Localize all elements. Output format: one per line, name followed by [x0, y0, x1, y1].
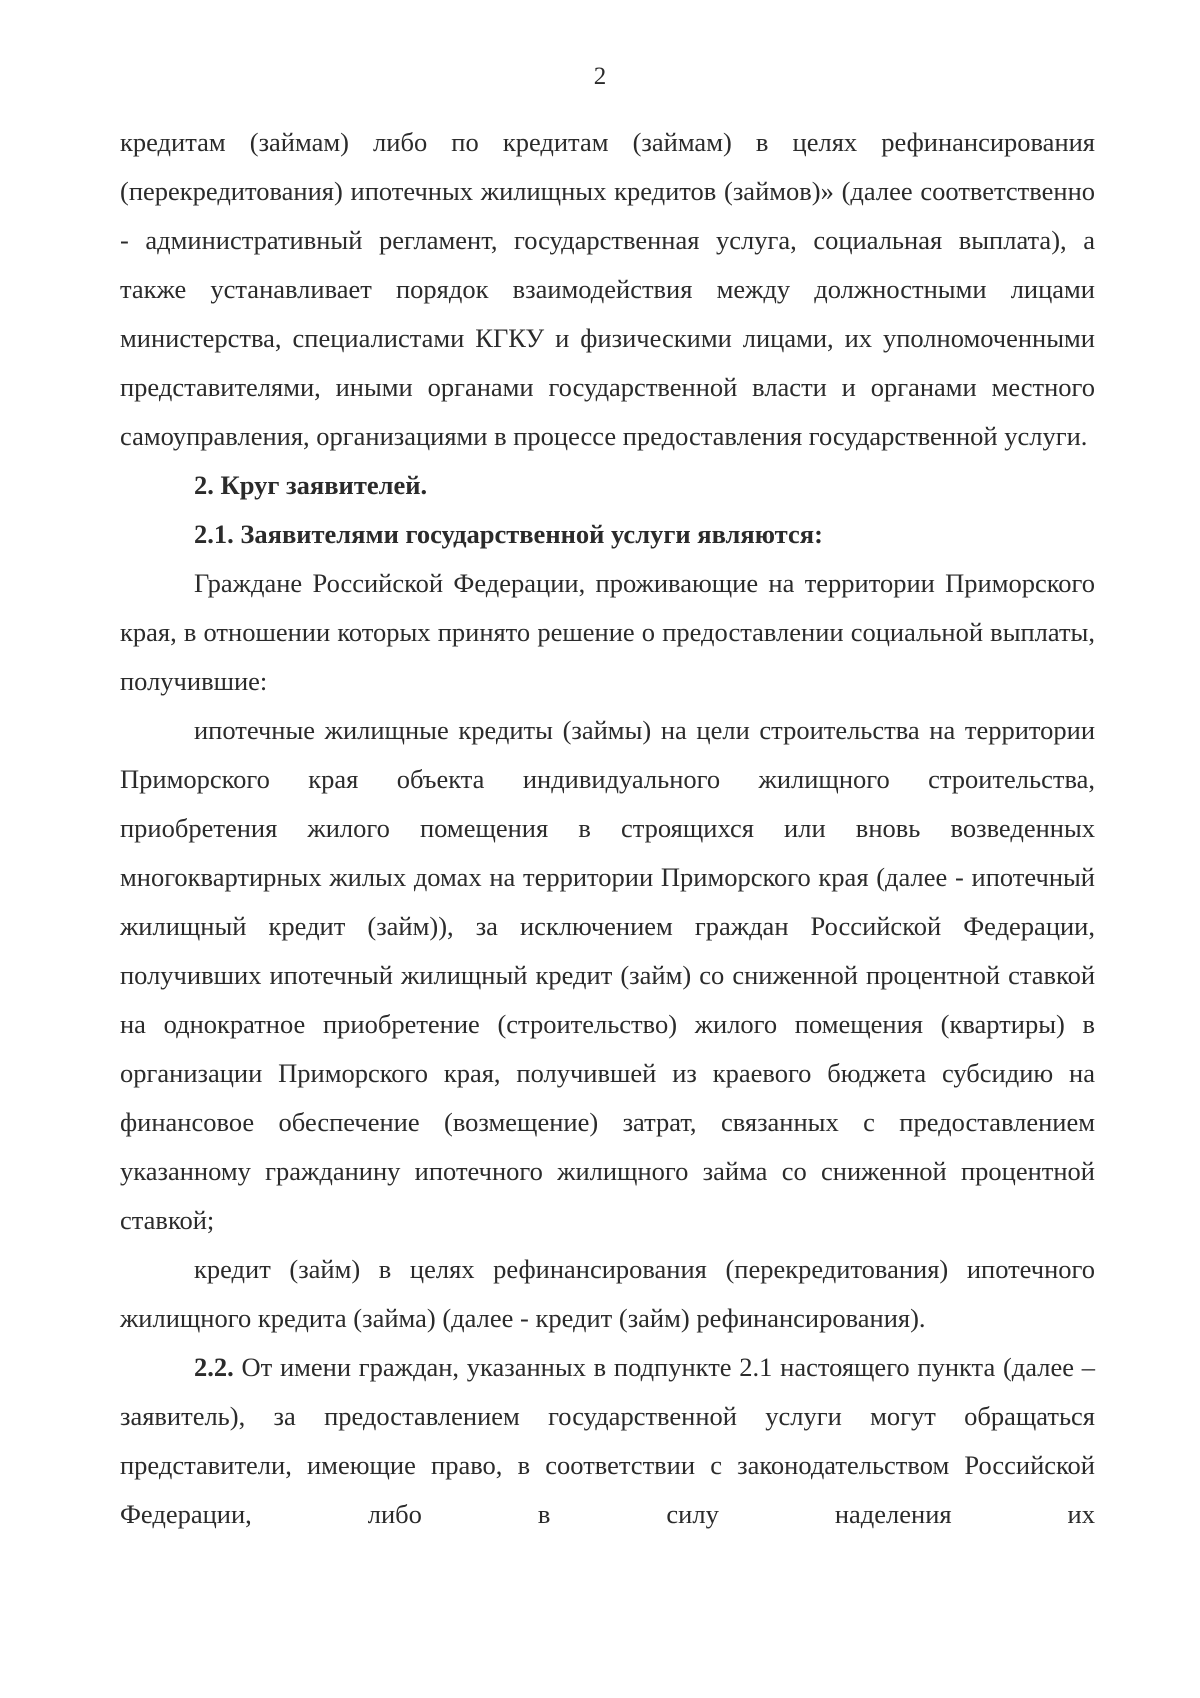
paragraph-2-2-text: От имени граждан, указанных в подпункте 2.1 настоящего пункта (далее – заявитель), за предоставлением государственной услуги могут обращаться представители, имеющие право, в соответствии с законодательством Российской Федерации, либо в силу наделения их — [120, 1352, 1095, 1529]
paragraph-scope: кредитам (займам) либо по кредитам (займам) в целях рефинансирования (перекредитования) ипотечных жилищных кредитов (займов)» (далее соответственно - административный регламент, государственная услуга, социальная выплата), а также устанавливает порядок взаимодействия между должностными лицами министерства, специалистами КГКУ и физическими лицами, их уполномоченными представителями, иными органами государственной власти и органами местного самоуправления, организациями в процессе предоставления государственной услуги. — [120, 127, 1095, 451]
paragraph-refinancing: кредит (займ) в целях рефинансирования (перекредитования) ипотечного жилищного кредита (займа) (далее - кредит (займ) рефинансирования). — [120, 1254, 1095, 1333]
page-number: 2 — [593, 63, 607, 90]
paragraph-2-2 — [120, 1343, 1095, 1539]
paragraph-mortgage-loans: ипотечные жилищные кредиты (займы) на цели строительства на территории Приморского края объекта индивидуального жилищного строительства, приобретения жилого помещения в строящихся или вновь возведенных многоквартирных жилых домах на территории Приморского края (далее - ипотечный жилищный кредит (займ)), за исключением граждан Российской Федерации, получивших ипотечный жилищный кредит (займ) со сниженной процентной ставкой на однократное приобретение (строительство) жилого помещения (квартиры) в организации Приморского края, получившей из краевого бюджета субсидию на финансовое обеспечение (возмещение) затрат, связанных с предоставлением указанному гражданину ипотечного жилищного займа со сниженной процентной ставкой; — [120, 715, 1095, 1235]
clause-number-2-2: 2.2. — [194, 1352, 234, 1382]
subsection-heading-2-1: 2.1. Заявителями государственной услуги являются: — [194, 519, 823, 549]
section-heading-applicants: 2. Круг заявителей. — [194, 470, 428, 500]
paragraph-citizens: Граждане Российской Федерации, проживающие на территории Приморского края, в отношении которых принято решение о предоставлении социальной выплаты, получившие: — [120, 568, 1095, 696]
document-body — [120, 118, 1095, 1539]
